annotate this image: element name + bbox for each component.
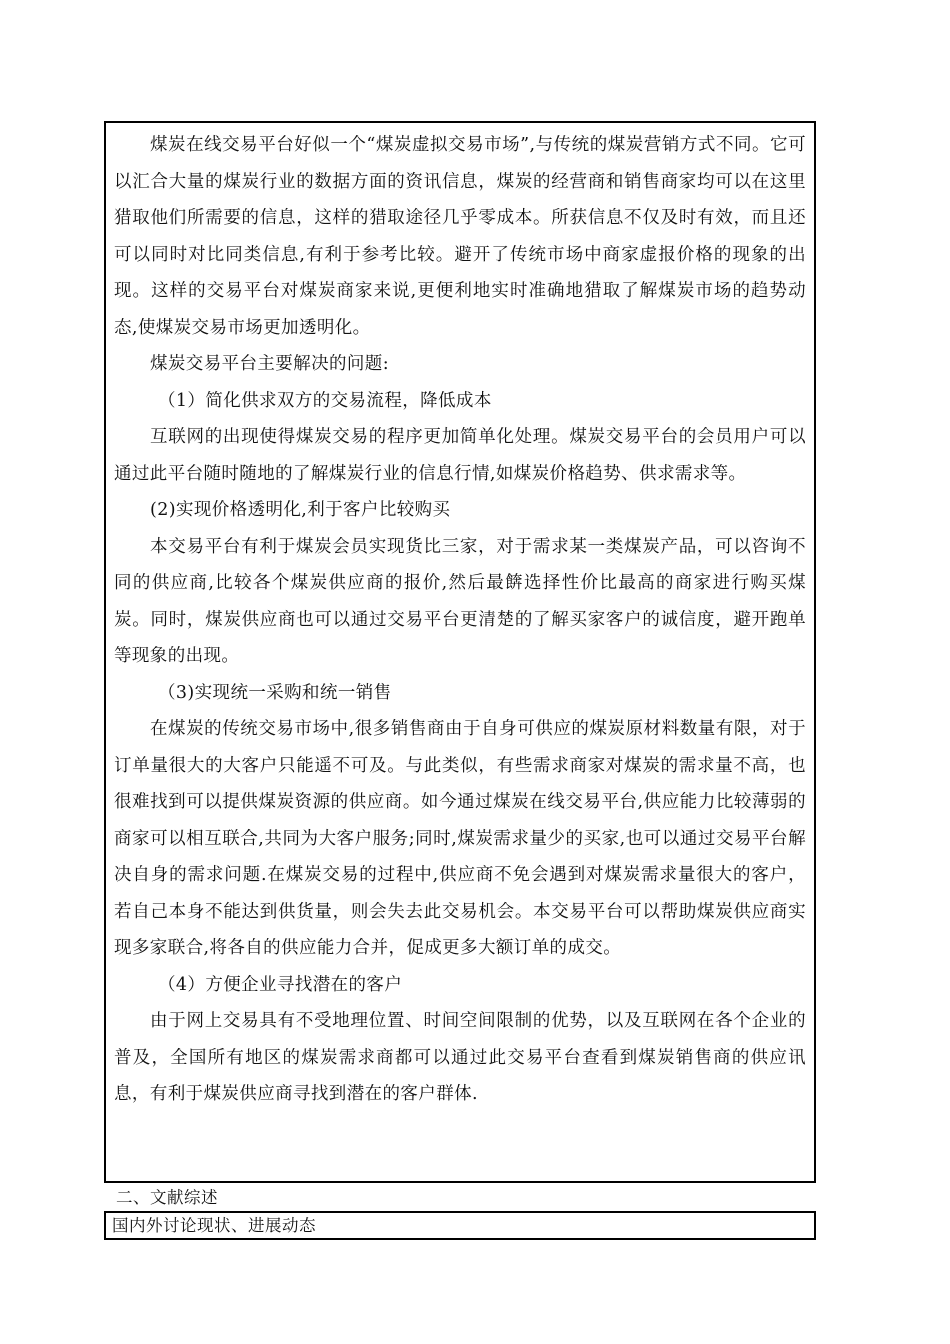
subheading-simplify-process: （1）简化供求双方的交易流程，降低成本 bbox=[158, 390, 492, 411]
subsection-title: 国内外讨论现状、进展动态 bbox=[112, 1216, 316, 1235]
subsection-header-research-status bbox=[104, 1211, 816, 1240]
paragraph-unified-purchase: 在煤炭的传统交易市场中,很多销售商由于自身可供应的煤炭原材料数量有限，对于订单量很大的大客户只能遥不可及。与此类似，有些需求商家对煤炭的需求量不高，也很难找到可以提供煤炭资源的供应商。如今通过煤炭在线交易平台,供应能力比较薄弱的商家可以相互联合,共同为大客户服务;同时,煤炭需求量少的买家,也可以通过交易平台解决自身的需求问题.在煤炭交易的过程中,供应商不免会遇到对煤炭需求量很大的客户，若自己本身不能达到供货量，则会失去此交易机会。本交易平台可以帮助煤炭供应商实现多家联合,将各自的供应能力合并，促成更多大额订单的成交。 bbox=[114, 719, 806, 958]
paragraph-find-customers: 由于网上交易具有不受地理位置、时间空间限制的优势，以及互联网在各个企业的普及，全国所有地区的煤炭需求商都可以通过此交易平台查看到煤炭销售商的供应讯息，有利于煤炭供应商寻找到潜在的客户群体. bbox=[114, 1011, 806, 1104]
paragraph-price-transparency: 本交易平台有利于煤炭会员实现货比三家，对于需求某一类煤炭产品，可以咨询不同的供应商,比较各个煤炭供应商的报价,然后最餴选择性价比最高的商家进行购买煤炭。同时，煤炭供应商也可以通过交易平台更清楚的了解买家客户的诚信度，避开跑单等现象的出现。 bbox=[114, 536, 806, 666]
subheading-find-customers: （4）方便企业寻找潜在的客户 bbox=[158, 974, 403, 995]
subheading-price-transparency: (2)实现价格透明化,利于客户比较购买 bbox=[150, 500, 451, 520]
paragraph-problems-lead: 煤炭交易平台主要解决的问题: bbox=[150, 354, 389, 374]
paragraph-simplify-process: 互联网的出现使得煤炭交易的程序更加简单化处理。煤炭交易平台的会员用户可以通过此平台随时随地的了解煤炭行业的信息行情,如煤炭价格趋势、供求需求等。 bbox=[114, 427, 806, 484]
section-heading-literature-review: 二、文献综述 bbox=[116, 1188, 218, 1207]
content-table-cell bbox=[104, 121, 816, 1183]
paragraph-intro: 煤炭在线交易平台好似一个“煤炭虚拟交易市场”,与传统的煤炭营销方式不同。它可以汇合大量的煤炭行业的数据方面的资讯信息，煤炭的经营商和销售商家均可以在这里猎取他们所需要的信息，这样的猎取途径几乎零成本。所获信息不仅及时有效，而且还可以同时对比同类信息,有利于参考比较。避开了传统市场中商家虚报价格的现象的出现。这样的交易平台对煤炭商家来说,更便利地实时准确地猎取了解煤炭市场的趋势动态,使煤炭交易市场更加透明化。 bbox=[114, 135, 806, 338]
subheading-unified-purchase: （3)实现统一采购和统一销售 bbox=[158, 682, 392, 703]
